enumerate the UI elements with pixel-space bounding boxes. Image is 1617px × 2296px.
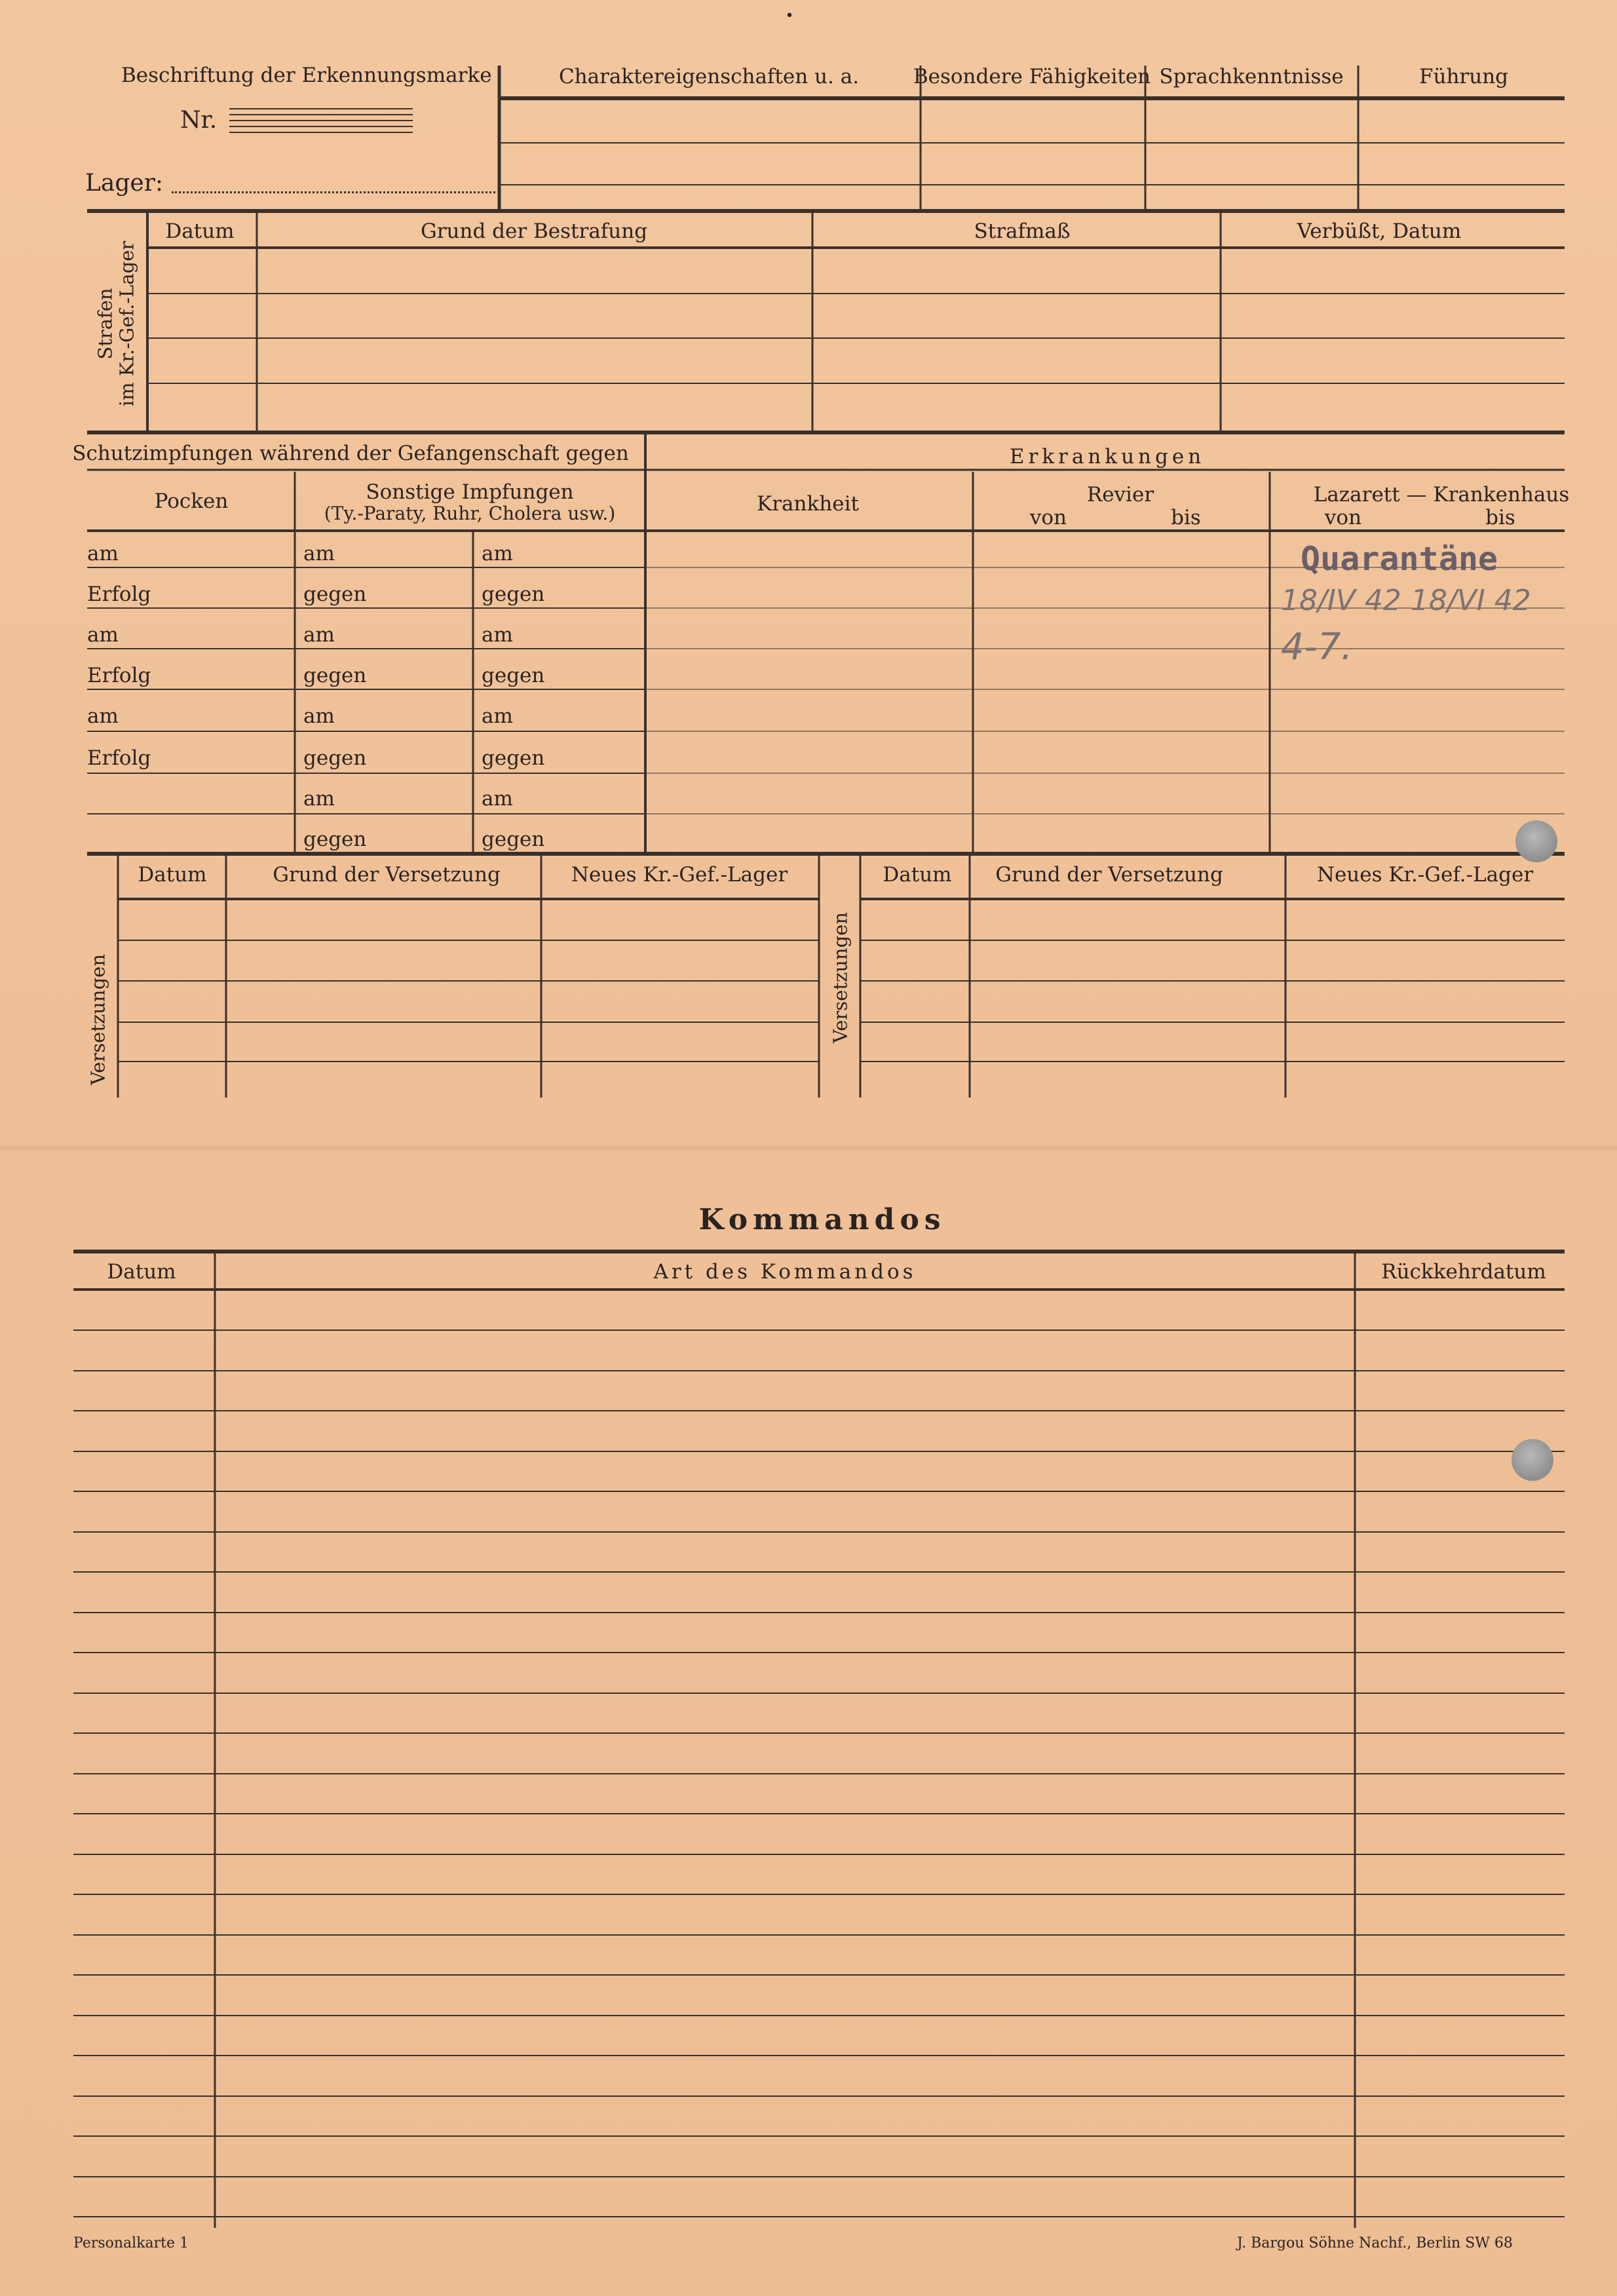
erkrankungen-header-krankheit: Krankheit bbox=[757, 492, 859, 516]
versetzungen-right-header-grund: Grund der Versetzung bbox=[995, 863, 1223, 887]
strafen-side-label-line1: Strafen bbox=[94, 288, 117, 360]
sonstige-row-label: gegen bbox=[303, 664, 367, 687]
versetzungen-side-label-left: Versetzungen bbox=[86, 953, 109, 1086]
sonstige-row-label: gegen bbox=[303, 746, 367, 770]
erkennungsmarke-title: Beschriftung der Erkennungsmarke bbox=[121, 64, 492, 87]
punch-hole bbox=[1515, 820, 1557, 862]
footer-form-id: Personalkarte 1 bbox=[73, 2235, 189, 2251]
lazarett-bis: bis bbox=[1485, 506, 1515, 529]
lager-field[interactable] bbox=[172, 183, 495, 193]
sonstige-row-label: gegen bbox=[482, 746, 545, 770]
sonstige-row-label: gegen bbox=[482, 664, 545, 687]
revier-bis: bis bbox=[1171, 506, 1201, 529]
erkrankungen-header-lazarett: Lazarett — Krankenhaus bbox=[1313, 483, 1570, 507]
sonstige-row-label: am bbox=[482, 787, 513, 811]
pocken-row-label: Erfolg bbox=[87, 746, 151, 770]
sonstige-row-label: am bbox=[482, 623, 513, 647]
sonstige-row-label: am bbox=[482, 704, 513, 728]
quarantaene-note: 4-7. bbox=[1281, 626, 1353, 668]
impfungen-header-pocken: Pocken bbox=[154, 489, 229, 513]
header-sprachen: Sprachkenntnisse bbox=[1159, 65, 1344, 88]
kommandos-title: Kommandos bbox=[698, 1203, 946, 1236]
pocken-row-label: am bbox=[87, 623, 119, 647]
erkrankungen-title: Erkrankungen bbox=[1009, 445, 1206, 469]
versetzungen-right-header-datum: Datum bbox=[883, 863, 952, 887]
quarantaene-dates: 18/IV 42 18/VI 42 bbox=[1281, 584, 1531, 617]
lager-label: Lager: bbox=[85, 170, 164, 197]
sonstige-row-label: am bbox=[482, 542, 513, 565]
sonstige-row-label: gegen bbox=[482, 828, 545, 851]
revier-von: von bbox=[1029, 506, 1067, 529]
strafen-header-grund: Grund der Bestrafung bbox=[420, 220, 648, 243]
nr-label: Nr. bbox=[180, 107, 218, 134]
versetzungen-side-label-right: Versetzungen bbox=[829, 911, 852, 1044]
lazarett-von: von bbox=[1324, 506, 1362, 529]
sonstige-row-label: gegen bbox=[303, 828, 367, 851]
impfungen-header-sonstige: Sonstige Impfungen bbox=[366, 480, 574, 504]
erkrankungen-header-revier: Revier bbox=[1086, 483, 1154, 507]
punch-hole bbox=[1512, 1439, 1553, 1481]
kommandos-header-datum: Datum bbox=[107, 1260, 176, 1284]
kommandos-header-art: Art des Kommandos bbox=[653, 1260, 917, 1284]
impfungen-title: Schutzimpfungen während der Gefangenschaft gegen bbox=[72, 442, 629, 465]
top-marker: • bbox=[785, 8, 794, 24]
pocken-row-label: Erfolg bbox=[87, 583, 151, 606]
header-fuehrung: Führung bbox=[1418, 65, 1509, 88]
sonstige-row-label: am bbox=[303, 542, 335, 565]
footer-printer: J. Bargou Söhne Nachf., Berlin SW 68 bbox=[1237, 2235, 1513, 2251]
quarantaene-stamp: Quarantäne bbox=[1301, 540, 1498, 578]
strafen-header-strafmass: Strafmaß bbox=[974, 220, 1071, 243]
sonstige-row-label: am bbox=[303, 787, 335, 811]
header-faehigkeiten: Besondere Fähigkeiten bbox=[913, 65, 1151, 88]
strafen-side-label-line2: im Kr.-Gef.-Lager bbox=[116, 240, 138, 407]
header-charakter: Charaktereigenschaften u. a. bbox=[558, 65, 860, 88]
pocken-row-label: am bbox=[87, 542, 119, 565]
strafen-header-verbuesst: Verbüßt, Datum bbox=[1297, 220, 1462, 243]
impfungen-header-sonstige-detail: (Ty.-Paraty, Ruhr, Cholera usw.) bbox=[324, 503, 616, 524]
versetzungen-left-header-neues: Neues Kr.-Gef.-Lager bbox=[571, 863, 788, 887]
kommandos-header-rueckkehr: Rückkehrdatum bbox=[1381, 1260, 1546, 1284]
pocken-row-label: Erfolg bbox=[87, 664, 151, 687]
strafen-header-datum: Datum bbox=[165, 220, 235, 243]
sonstige-row-label: gegen bbox=[303, 583, 367, 606]
nr-field[interactable] bbox=[229, 108, 413, 137]
sonstige-row-label: gegen bbox=[482, 583, 545, 606]
versetzungen-right-header-neues: Neues Kr.-Gef.-Lager bbox=[1316, 863, 1534, 887]
pocken-row-label: am bbox=[87, 704, 119, 728]
versetzungen-left-header-datum: Datum bbox=[138, 863, 207, 887]
sonstige-row-label: am bbox=[303, 623, 335, 647]
sonstige-row-label: am bbox=[303, 704, 335, 728]
strafen-side-label bbox=[95, 241, 139, 407]
versetzungen-left-header-grund: Grund der Versetzung bbox=[273, 863, 501, 887]
